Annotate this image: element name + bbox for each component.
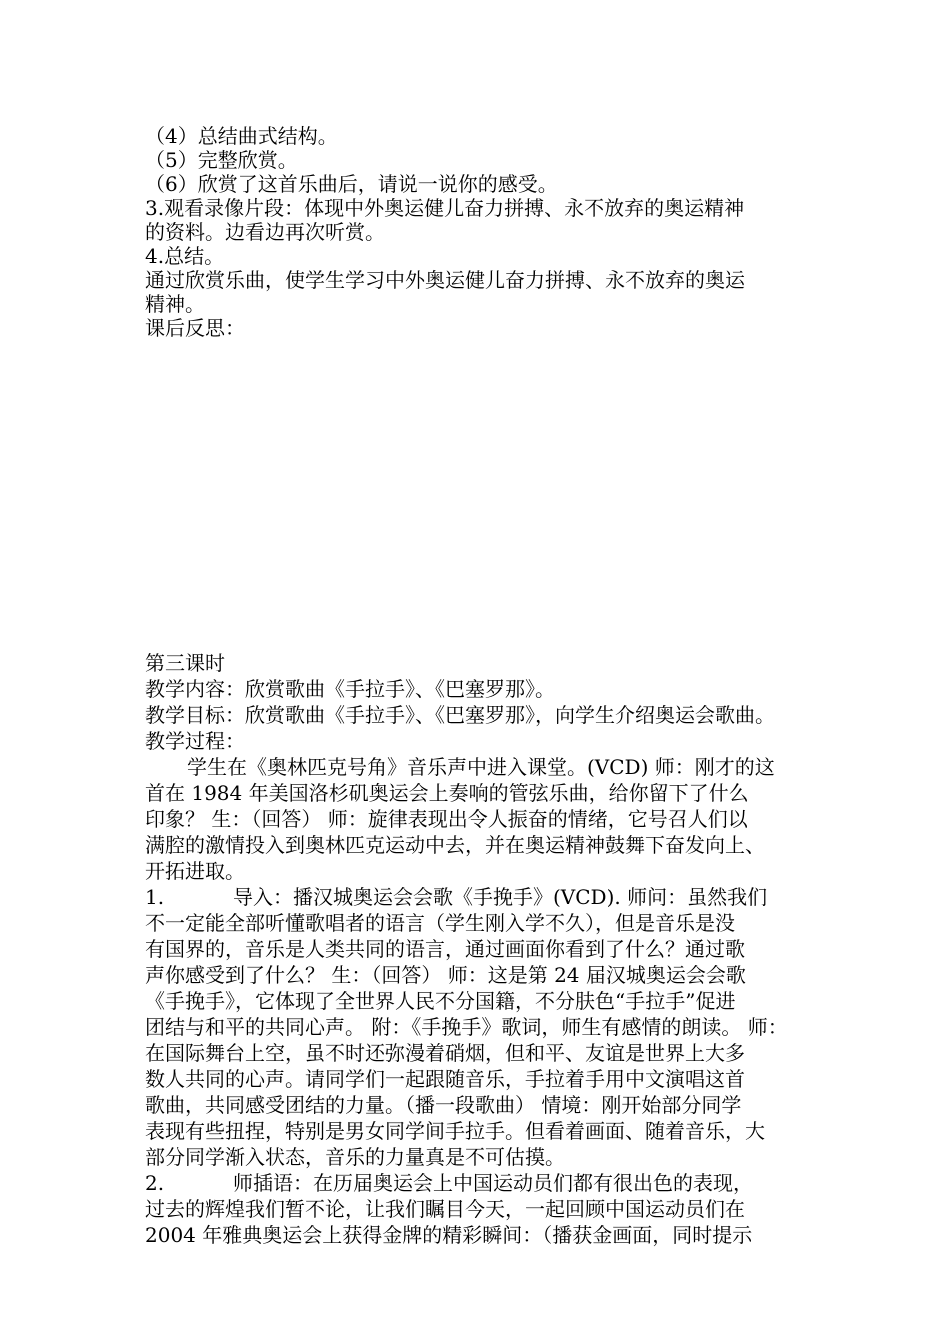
summary-text-line-1: 通过欣赏乐曲，使学生学习中外奥运健儿奋力拼搏、永不放弃的奥运 [145,268,745,292]
lesson-title: 第三课时 [145,651,225,675]
step-6-feelings: （6）欣赏了这首乐曲后，请说一说你的感受。 [145,172,558,196]
item-1-number: 1. [145,885,165,909]
item-2-line: 2004 年雅典奥运会上获得金牌的精彩瞬间：（播获金画面，同时提示 [145,1223,753,1247]
item-1-line: 不一定能全部听懂歌唱者的语言（学生刚入学不久），但是音乐是没 [145,911,735,935]
item-1-line: 表现有些扭捏，特别是男女同学间手拉手。但看着画面、随着音乐，大 [145,1119,765,1143]
step-4-summary: （4）总结曲式结构。 [145,124,338,148]
teaching-goal: 教学目标：欣赏歌曲《手拉手》、《巴塞罗那》，向学生介绍奥运会歌曲。 [145,703,775,727]
intro-paragraph-line-3: 印象？ 生：（回答） 师：旋律表现出令人振奋的情绪，它号召人们以 [145,807,748,831]
item-2-number: 2. [145,1171,165,1195]
item-1-line: 有国界的，音乐是人类共同的语言，通过画面你看到了什么？通过歌 [145,937,745,961]
item-1-first-text: 导入：播汉城奥运会会歌《手挽手》(VCD). 师问：虽然我们 [233,885,768,909]
item-2-line: 过去的辉煌我们暂不论，让我们瞩目今天，一起回顾中国运动员们在 [145,1197,745,1221]
item-1-line: 《手挽手》，它体现了全世界人民不分国籍，不分肤色“手拉手”促进 [145,989,736,1013]
item-2-first-line [145,1170,825,1196]
item-1-line: 歌曲，共同感受团结的力量。（播一段歌曲） 情境：刚开始部分同学 [145,1093,742,1117]
item-4-summary-heading: 4.总结。 [145,244,225,268]
intro-paragraph-line-5: 开拓进取。 [145,859,245,883]
teaching-content: 教学内容：欣赏歌曲《手拉手》、《巴塞罗那》。 [145,677,555,701]
intro-paragraph-line-2: 首在 1984 年美国洛杉矶奥运会上奏响的管弦乐曲，给你留下了什么 [145,781,749,805]
intro-paragraph-line-1: 学生在《奥林匹克号角》音乐声中进入课堂。(VCD) 师：刚才的这 [187,755,775,779]
item-1-line: 部分同学渐入状态，音乐的力量真是不可估摸。 [145,1145,565,1169]
item-3-video-line-2: 的资料。边看边再次听赏。 [145,220,385,244]
item-1-line: 声你感受到了什么？ 生：（回答） 师：这是第 24 届汉城奥运会会歌 [145,963,746,987]
item-1-first-line [145,884,825,910]
item-2-first-text: 师插语：在历届奥运会上中国运动员们都有很出色的表现， [233,1171,753,1195]
item-1-line: 在国际舞台上空，虽不时还弥漫着硝烟，但和平、友谊是世界上大多 [145,1041,745,1065]
item-3-video-line-1: 3.观看录像片段：体现中外奥运健儿奋力拼搏、永不放弃的奥运精神 [145,196,745,220]
intro-paragraph-line-4: 满腔的激情投入到奥林匹克运动中去，并在奥运精神鼓舞下奋发向上、 [145,833,765,857]
section-previous-lesson-end [145,124,825,340]
reflection-label: 课后反思： [145,316,245,340]
teaching-process-label: 教学过程： [145,729,245,753]
item-1-line: 团结与和平的共同心声。 附：《手挽手》歌词，师生有感情的朗读。 师： [145,1015,788,1039]
step-5-full-listening: （5）完整欣赏。 [145,148,298,172]
section-third-lesson [145,650,825,1248]
item-1-line: 数人共同的心声。请同学们一起跟随音乐，手拉着手用中文演唱这首 [145,1067,745,1091]
summary-text-line-2: 精神。 [145,292,205,316]
